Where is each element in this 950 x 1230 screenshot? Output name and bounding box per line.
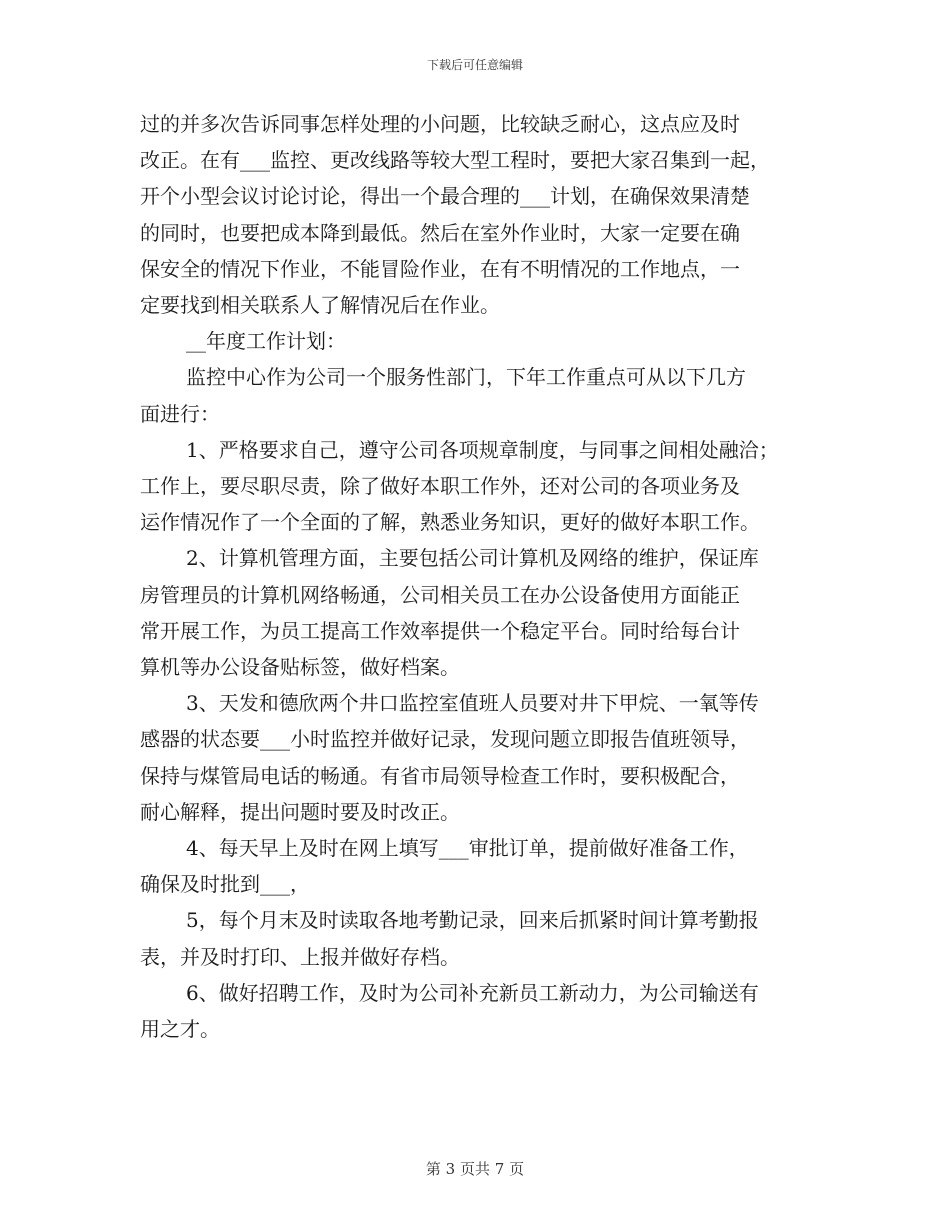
- text-line: 确保及时批到___，: [140, 872, 310, 897]
- text-line: 用之才。: [140, 1017, 220, 1041]
- text-line: 过的并多次告诉同事怎样处理的小问题，比较缺乏耐心，这点应及时: [140, 112, 740, 136]
- text-line: 3、天发和德欣两个井口监控室值班人员要对井下甲烷、一氧等传: [186, 691, 759, 716]
- text-line: __年度工作计划：: [186, 329, 346, 354]
- text-line: 房管理员的计算机网络畅通，公司相关员工在办公设备使用方面能正: [140, 582, 740, 607]
- text-line: 开个小型会议讨论讨论，得出一个最合理的___计划，在确保效果清楚: [140, 184, 750, 209]
- text-line: 监控中心作为公司一个服务性部门，下年工作重点可从以下几方: [186, 365, 746, 390]
- page-footer: 第 3 页共 7 页: [425, 1160, 525, 1178]
- text-line: 4、每天早上及时在网上填写___审批订单，提前做好准备工作，: [186, 836, 749, 860]
- text-line: 6、做好招聘工作，及时为公司补充新员工新动力，为公司输送有: [186, 980, 759, 1005]
- text-line: 1、严格要求自己，遵守公司各项规章制度，与同事之间相处融洽；: [186, 437, 779, 462]
- text-line: 感器的状态要___小时监控并做好记录，发现问题立即报告值班领导，: [140, 727, 750, 752]
- text-line: 耐心解释，提出问题时要及时改正。: [140, 799, 460, 824]
- text-line: 保持与煤管局电话的畅通。有省市局领导检查工作时，要积极配合，: [140, 763, 740, 788]
- text-line: 的同时，也要把成本降到最低。然后在室外作业时，大家一定要在确: [140, 220, 740, 245]
- text-line: 表，并及时打印、上报并做好存档。: [140, 944, 460, 969]
- text-line: 2、计算机管理方面，主要包括公司计算机及网络的维护，保证库: [186, 546, 759, 571]
- text-line: 常开展工作，为员工提高工作效率提供一个稳定平台。同时给每台计: [140, 618, 740, 643]
- text-line: 改正。在有___监控、更改线路等较大型工程时，要把大家召集到一起，: [140, 148, 770, 173]
- text-line: 5，每个月末及时读取各地考勤记录，回来后抓紧时间计算考勤报: [186, 908, 759, 933]
- text-line: 定要找到相关联系人了解情况后在作业。: [140, 293, 500, 317]
- text-line: 算机等办公设备贴标签，做好档案。: [140, 655, 460, 679]
- text-line: 保安全的情况下作业，不能冒险作业，在有不明情况的工作地点，一: [140, 256, 740, 281]
- text-line: 面进行：: [140, 401, 220, 426]
- text-line: 运作情况作了一个全面的了解，熟悉业务知识，更好的做好本职工作。: [140, 510, 760, 535]
- text-line: 工作上，要尽职尽责，除了做好本职工作外，还对公司的各项业务及: [140, 474, 740, 498]
- page-header: 下载后可任意编辑: [426, 58, 523, 72]
